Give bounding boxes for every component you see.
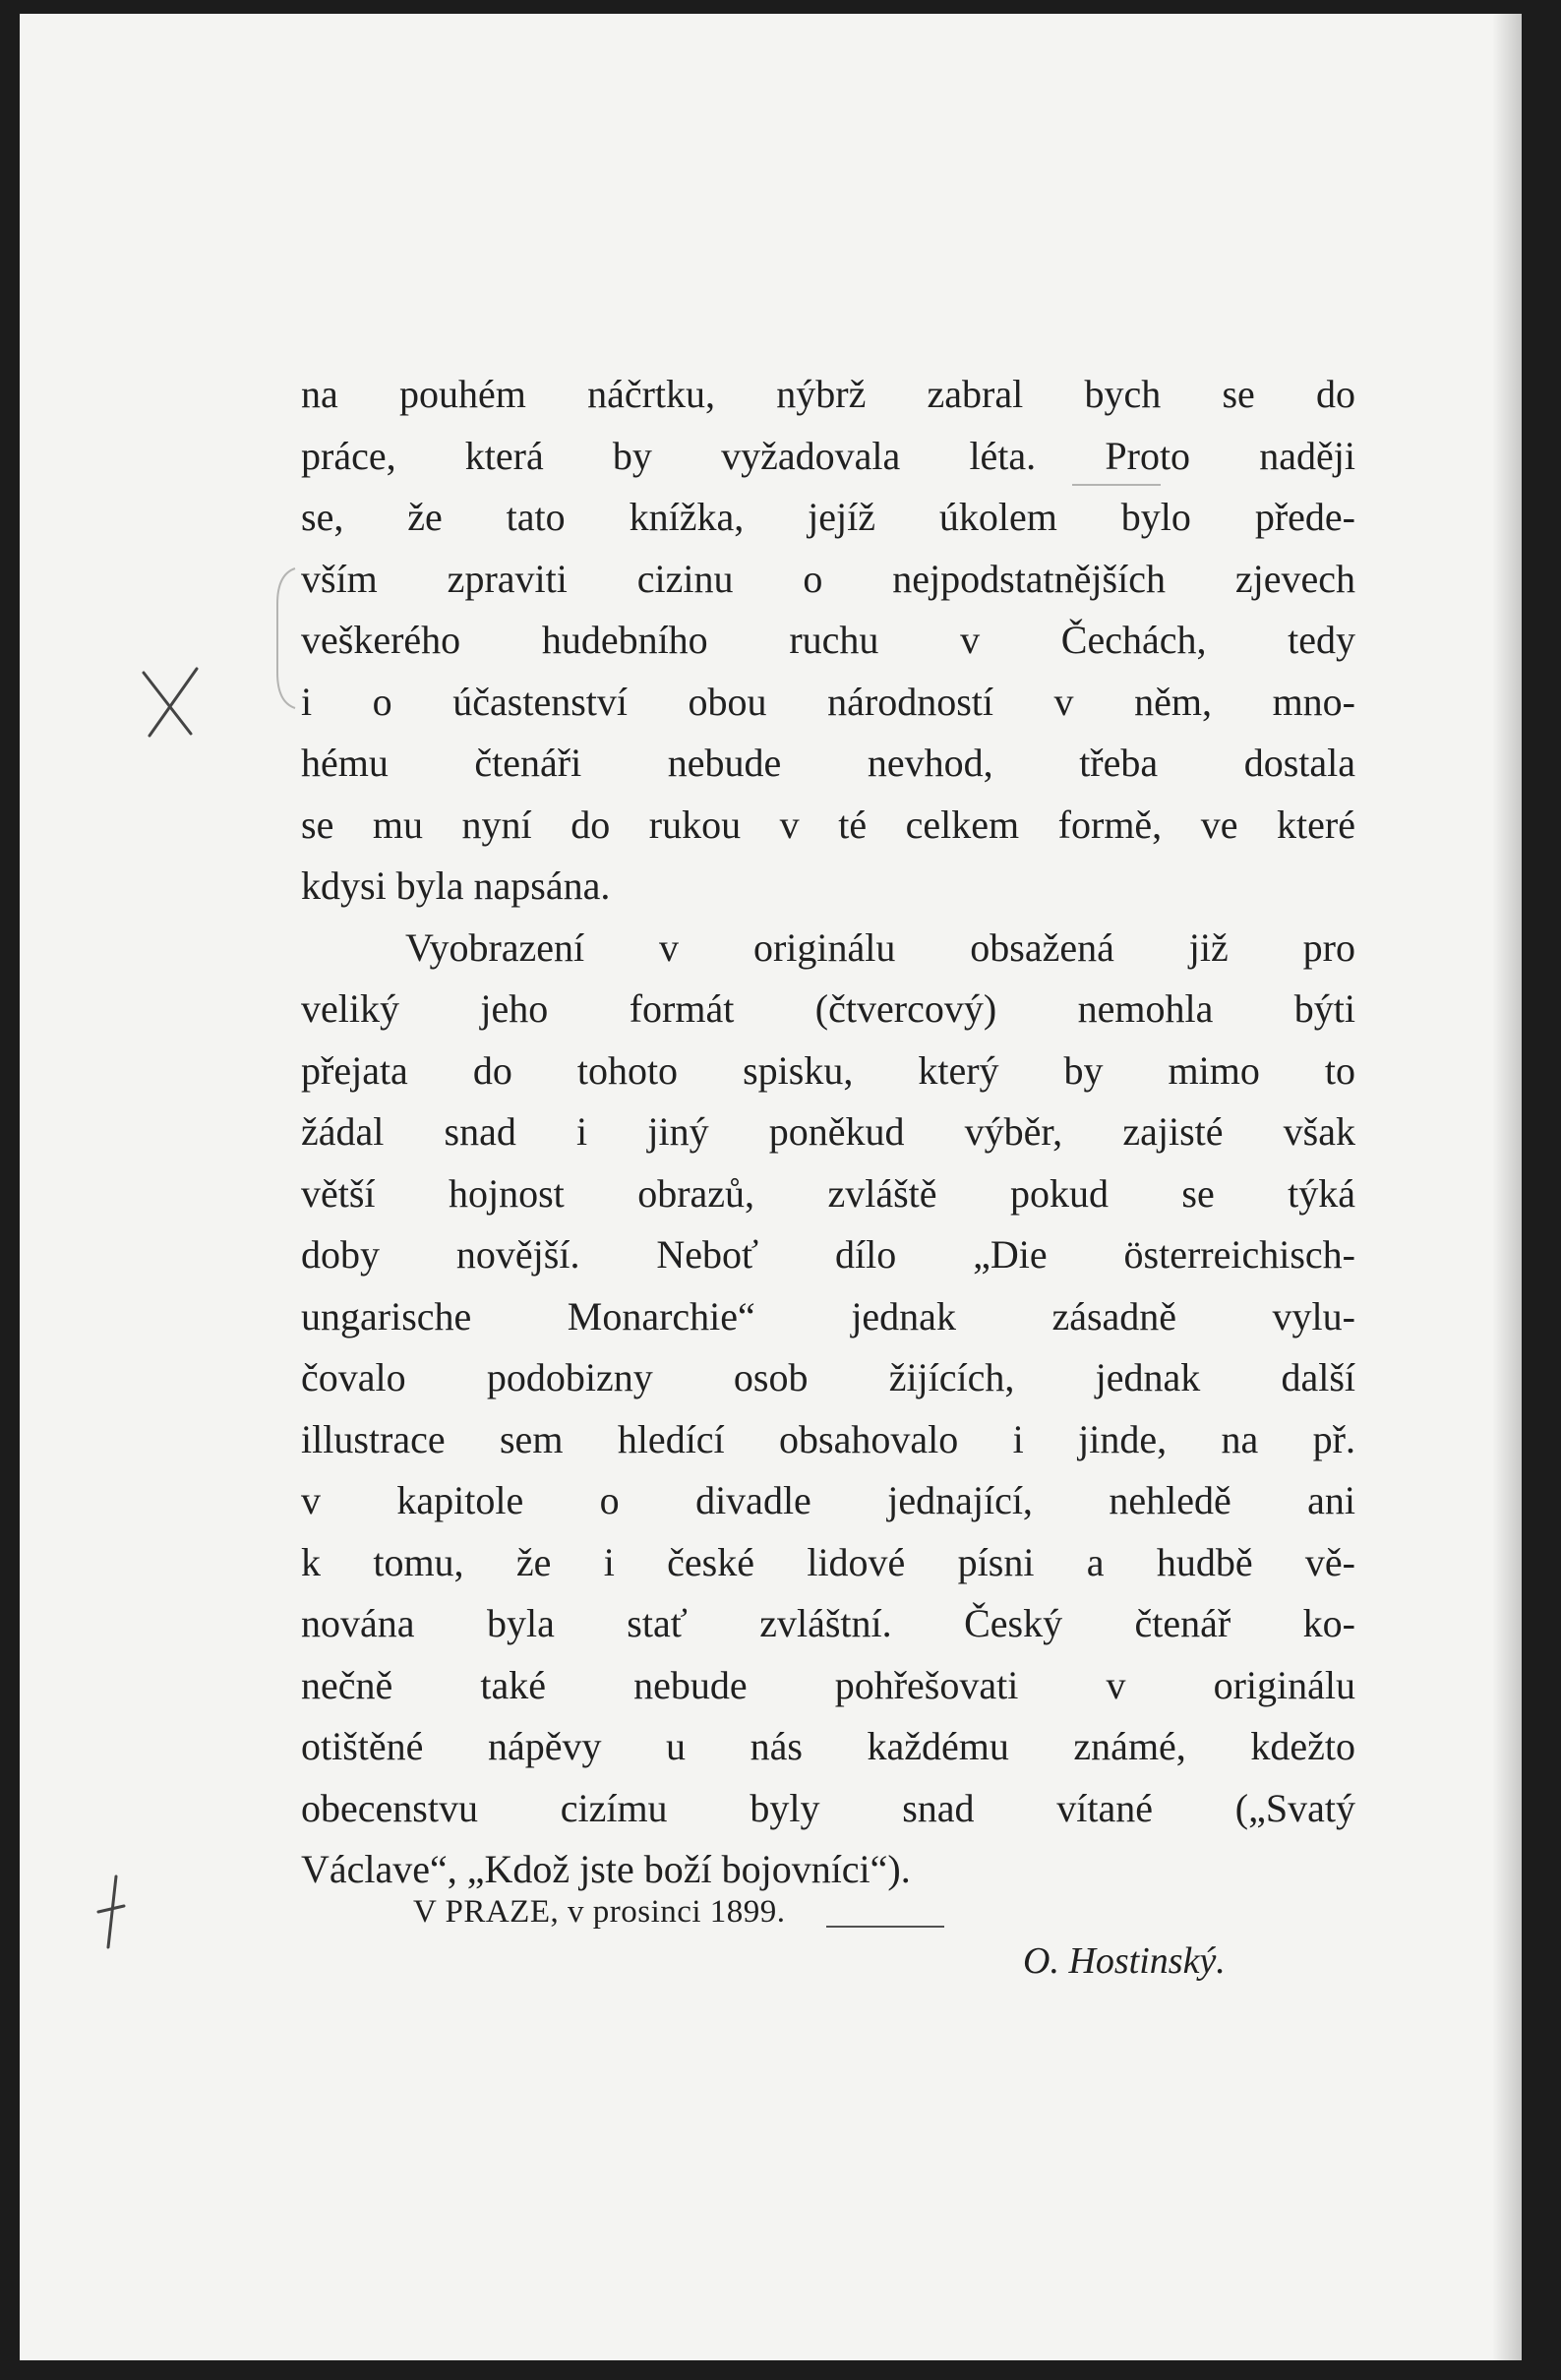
text-line: nována byla stať zvláštní. Český čtenář ko- — [301, 1601, 1355, 1645]
text-line: i o účastenství obou národností v něm, mno- — [301, 679, 1355, 724]
text-line: doby novější. Neboť dílo „Die österreichisch- — [301, 1232, 1355, 1277]
place-date: V PRAZE, v prosinci 1899. — [413, 1894, 786, 1930]
text-line: illustrace sem hledící obsahovalo i jinde, na př. — [301, 1416, 1355, 1461]
pencil-tick-mark-icon — [89, 1873, 138, 1951]
text-line: obecenstvu cizímu byly snad vítané („Svatý — [301, 1785, 1355, 1830]
pencil-underline — [826, 1926, 944, 1928]
text-line: Václave“, „Kdož jste boží bojovníci“). — [301, 1847, 911, 1891]
text-line: čovalo podobizny osob žijících, jednak další — [301, 1355, 1355, 1399]
text-line: k tomu, že i české lidové písni a hudbě vě- — [301, 1539, 1355, 1584]
text-line: se mu nyní do rukou v té celkem formě, ve které — [301, 802, 1355, 847]
text-line: veliký jeho formát (čtvercový) nemohla býti — [301, 986, 1355, 1031]
scanned-page — [20, 14, 1522, 2360]
pencil-x-mark-icon — [136, 663, 205, 742]
text-line: se, že tato knížka, jejíž úkolem bylo přede- — [301, 495, 1355, 539]
text-line: kdysi byla napsána. — [301, 863, 611, 908]
text-line: v kapitole o divadle jednající, nehledě ani — [301, 1478, 1355, 1522]
text-line: přejata do tohoto spisku, který by mimo to — [301, 1047, 1355, 1093]
text-line: otištěné nápěvy u nás každému známé, kdežto — [301, 1724, 1355, 1768]
text-line: žádal snad i jiný poněkud výběr, zajisté však — [301, 1109, 1355, 1154]
text-line: veškerého hudebního ruchu v Čechách, tedy — [301, 618, 1355, 662]
paragraph-1 — [301, 364, 1355, 918]
author-signature: O. Hostinský. — [1023, 1940, 1226, 1982]
pencil-underline — [1072, 484, 1161, 486]
text-line: vším zpraviti cizinu o nejpodstatnějších zjevech — [301, 556, 1355, 601]
body-text — [301, 364, 1355, 1901]
text-line: nečně také nebude pohřešovati v originálu — [301, 1662, 1355, 1707]
text-line: větší hojnost obrazů, zvláště pokud se týká — [301, 1170, 1355, 1216]
pencil-bracket-mark-icon — [271, 565, 301, 712]
text-line: na pouhém náčrtku, nýbrž zabral bych se do — [301, 372, 1355, 416]
text-line: hému čtenáři nebude nevhod, třeba dostala — [301, 741, 1355, 785]
text-line: práce, která by vyžadovala léta. Proto naději — [301, 433, 1355, 478]
paragraph-2 — [301, 918, 1355, 1901]
text-line: ungarische Monarchie“ jednak zásadně vylu- — [301, 1293, 1355, 1339]
text-line: Vyobrazení v originálu obsažená již pro — [405, 924, 1355, 970]
page-edge-shadow — [1492, 14, 1522, 2360]
